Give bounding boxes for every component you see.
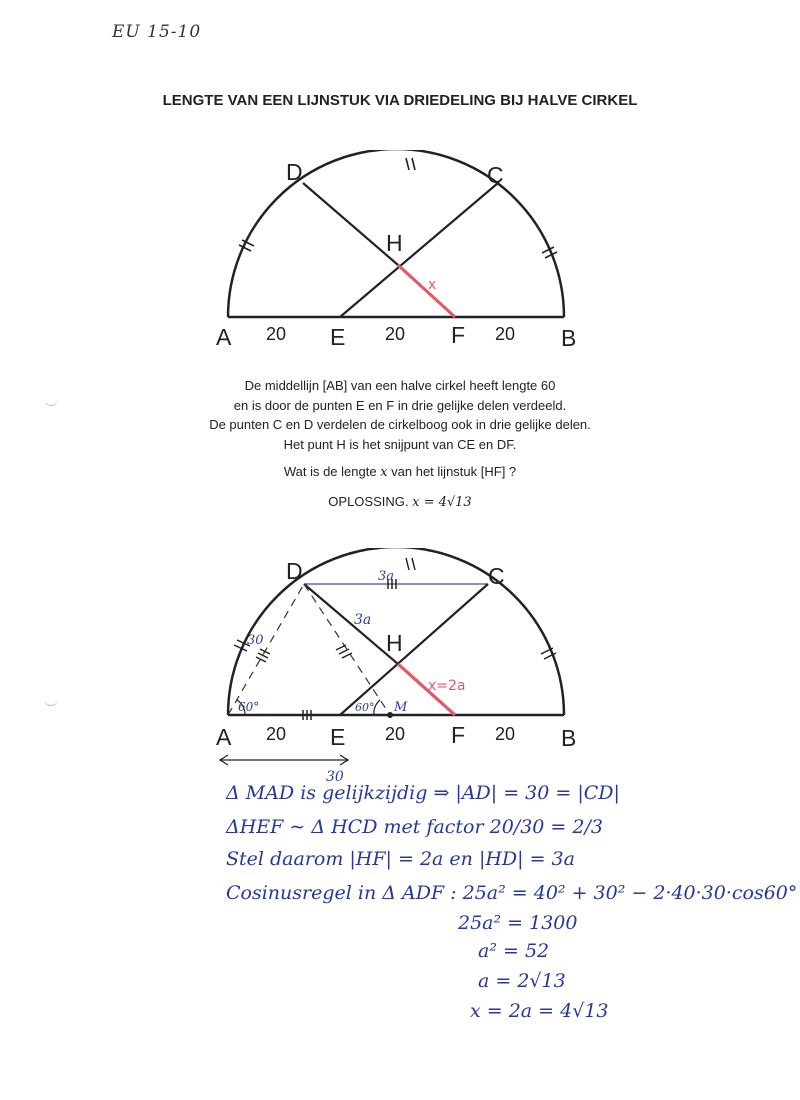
label-ad-30: 30 [247,633,264,648]
label-x: x [428,277,437,293]
point-d: D [286,159,303,185]
work-line: Cosinusregel in Δ ADF : 25a² = 40² + 30² − 2·40·30·cos60° [226,882,798,904]
work-line: a² = 52 [478,940,550,962]
solution-expression: x = 4√13 [412,495,472,510]
page-title: LENGTE VAN EEN LIJNSTUK VIA DRIEDELING BIJ HALVE CIRKEL [162,92,638,109]
label-span-30: 30 [326,769,344,785]
label-angle-a: 60° [238,700,260,714]
figure-problem [0,150,800,360]
length-ef-2: 20 [385,724,406,744]
work-line: a = 2√13 [478,970,566,992]
point-h-2: H [386,630,403,656]
point-f-2: F [451,722,466,748]
problem-line: Het punt H is het snijpunt van CE en DF. [283,436,517,452]
length-ef: 20 [385,324,406,344]
segment-dh [303,183,398,265]
work-line: x = 2a = 4√13 [470,1000,609,1022]
length-fb: 20 [495,324,516,344]
point-h: H [386,230,403,256]
point-c-2: C [488,563,505,589]
point-f: F [451,322,466,348]
label-angle-m: 60° [355,701,375,714]
point-c: C [487,162,504,188]
label-x-2a: x=2a [428,678,466,694]
problem-line: De punten C en D verdelen de cirkelboog ook in drie gelijke delen. [209,417,591,432]
point-b-2: B [561,725,577,751]
solution-label: OPLOSSING. [328,494,409,509]
segment-ce-2 [340,584,488,715]
length-ae: 20 [266,324,287,344]
work-line: Δ MAD is gelijkzijdig ⇒ |AD| = 30 = |CD| [226,782,620,804]
problem-line: en is door de punten E en F in drie gelijke delen verdeeld. [233,397,567,413]
point-e: E [330,324,346,350]
label-hd-3a: 3a [354,612,372,628]
point-m: M [394,700,408,715]
point-d-2: D [286,558,303,584]
question: Wat is de lengte x van het lijnstuk [HF] ? [283,464,517,480]
work-line: 25a² = 1300 [458,912,578,934]
segment-hf [398,265,455,317]
point-e-2: E [330,724,346,750]
point-m-dot [387,712,393,718]
point-b: B [561,325,577,351]
segment-ce [340,183,498,317]
segment-ad-dashed [228,584,304,715]
segment-dh-2 [304,584,398,664]
length-ae-2: 20 [266,724,287,744]
angle-arc-m [374,700,380,715]
figure-solution [0,548,800,788]
reference-code: EU 15-10 [112,22,202,42]
work-line: ΔHEF ∼ Δ HCD met factor 20/30 = 2/3 [226,816,603,838]
length-fb-2: 20 [495,724,516,744]
solution-line [0,494,800,510]
problem-line: De middellijn [AB] van een halve cirkel heeft lengte 60 [244,378,556,393]
problem-statement [0,376,800,454]
label-dc-3a: 3a [378,569,395,584]
point-a-2: A [216,724,232,750]
point-a: A [216,324,232,350]
work-line: Stel daarom |HF| = 2a en |HD| = 3a [226,848,575,870]
